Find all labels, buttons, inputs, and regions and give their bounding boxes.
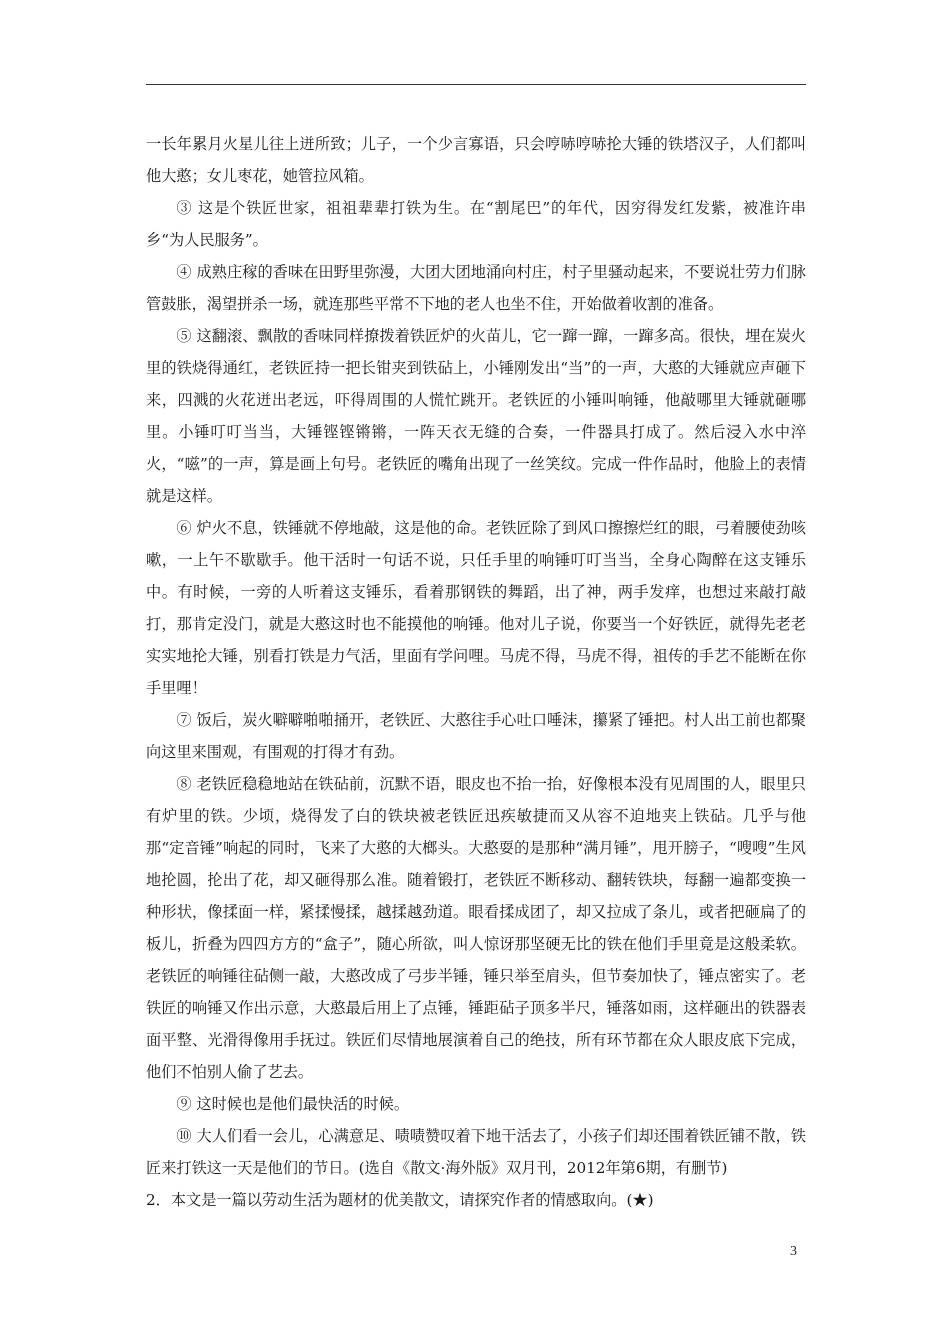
paragraph-9: ⑨ 这时候也是他们最快活的时候。 bbox=[176, 1095, 410, 1113]
article-body bbox=[146, 128, 806, 1216]
question-2: 2．本文是一篇以劳动生活为题材的优美散文，请探究作者的情感取向。(★) bbox=[146, 1191, 654, 1209]
paragraph-4: ④ 成熟庄稼的香味在田野里弥漫，大团大团地涌向村庄，村子里骚动起来，不要说壮劳力们脉管鼓胀，渴望拼杀一场，就连那些平常不下地的老人也坐不住，开始做着收割的准备。 bbox=[146, 263, 806, 313]
header-rule bbox=[146, 84, 806, 85]
paragraph-continued: 一长年累月火星儿往上迸所致；儿子，一个少言寡语，只会哼哧哼哧抡大锤的铁塔汉子，人们都叫他大憨；女儿枣花，她管拉风箱。 bbox=[146, 135, 806, 185]
paragraph-8: ⑧ 老铁匠稳稳地站在铁砧前，沉默不语，眼皮也不抬一抬，好像根本没有见周围的人，眼里只有炉里的铁。少顷，烧得发了白的铁块被老铁匠迅疾敏捷而又从容不迫地夹上铁砧。几乎与他那“定音锤”响起的同时，飞来了大憨的大榔头。大憨耍的是那种“满月锤”，甩开膀子，“嗖嗖”生风地抡圆，抡出了花，却又砸得那么准。随着锻打，老铁匠不断移动、翻转铁块，每翻一遍都变换一种形状，像揉面一样，紧揉慢揉，越揉越劲道。眼看揉成团了，却又拉成了条儿，或者把砸扁了的板儿，折叠为四四方方的“盒子”，随心所欲，叫人惊讶那坚硬无比的铁在他们手里竟是这般柔软。老铁匠的响锤往砧侧一敲，大憨改成了弓步半锤，锤只举至肩头，但节奏加快了，锤点密实了。老铁匠的响锤又作出示意，大憨最后用上了点锤，锤距砧子顶多半尺，锤落如雨，这样砸出的铁器表面平整、光滑得像用手抚过。铁匠们尽情地展演着自己的绝技，所有环节都在众人眼皮底下完成，他们不怕别人偷了艺去。 bbox=[146, 775, 806, 1081]
paragraph-5: ⑤ 这翻滚、飘散的香味同样撩拨着铁匠炉的火苗儿，它一蹿一蹿，一蹿多高。很快，埋在炭火里的铁烧得通红，老铁匠持一把长钳夹到铁砧上，小锤刚发出“当”的一声，大憨的大锤就应声砸下来，四溅的火花迸出老远，吓得周围的人慌忙跳开。老铁匠的小锤叫响锤，他敲哪里大锤就砸哪里。小锤叮叮当当，大锤铿铿锵锵，一阵天衣无缝的合奏，一件器具打成了。然后浸入水中淬火，“嗞”的一声，算是画上句号。老铁匠的嘴角出现了一丝笑纹。完成一件作品时，他脸上的表情就是这样。 bbox=[146, 327, 806, 505]
paragraph-3: ③ 这是个铁匠世家，祖祖辈辈打铁为生。在“割尾巴”的年代，因穷得发红发紫，被准许串乡“为人民服务”。 bbox=[146, 199, 806, 249]
paragraph-10: ⑩ 大人们看一会儿，心满意足、啧啧赞叹着下地干活去了，小孩子们却还围着铁匠铺不散，铁匠来打铁这一天是他们的节日。(选自《散文·海外版》双月刊，2012年第6期，有删节) bbox=[146, 1127, 806, 1177]
page-number: 3 bbox=[790, 1244, 797, 1259]
paragraph-6: ⑥ 炉火不息，铁锤就不停地敲，这是他的命。老铁匠除了到风口擦擦烂红的眼，弓着腰使劲咳嗽，一上午不歇歇手。他干活时一句话不说，只任手里的响锤叮叮当当，全身心陶醉在这支锤乐中。有时候，一旁的人听着这支锤乐，看着那钢铁的舞蹈，出了神，两手发痒，也想过来敲打敲打，那肯定没门，就是大憨这时也不能摸他的响锤。他对儿子说，你要当一个好铁匠，就得先老老实实地抡大锤，别看打铁是力气活，里面有学问哩。马虎不得，马虎不得，祖传的手艺不能断在你手里哩！ bbox=[146, 519, 806, 697]
paragraph-7: ⑦ 饭后，炭火噼噼啪啪捅开，老铁匠、大憨往手心吐口唾沫，攥紧了锤把。村人出工前也都聚向这里来围观，有围观的打得才有劲。 bbox=[146, 711, 806, 761]
